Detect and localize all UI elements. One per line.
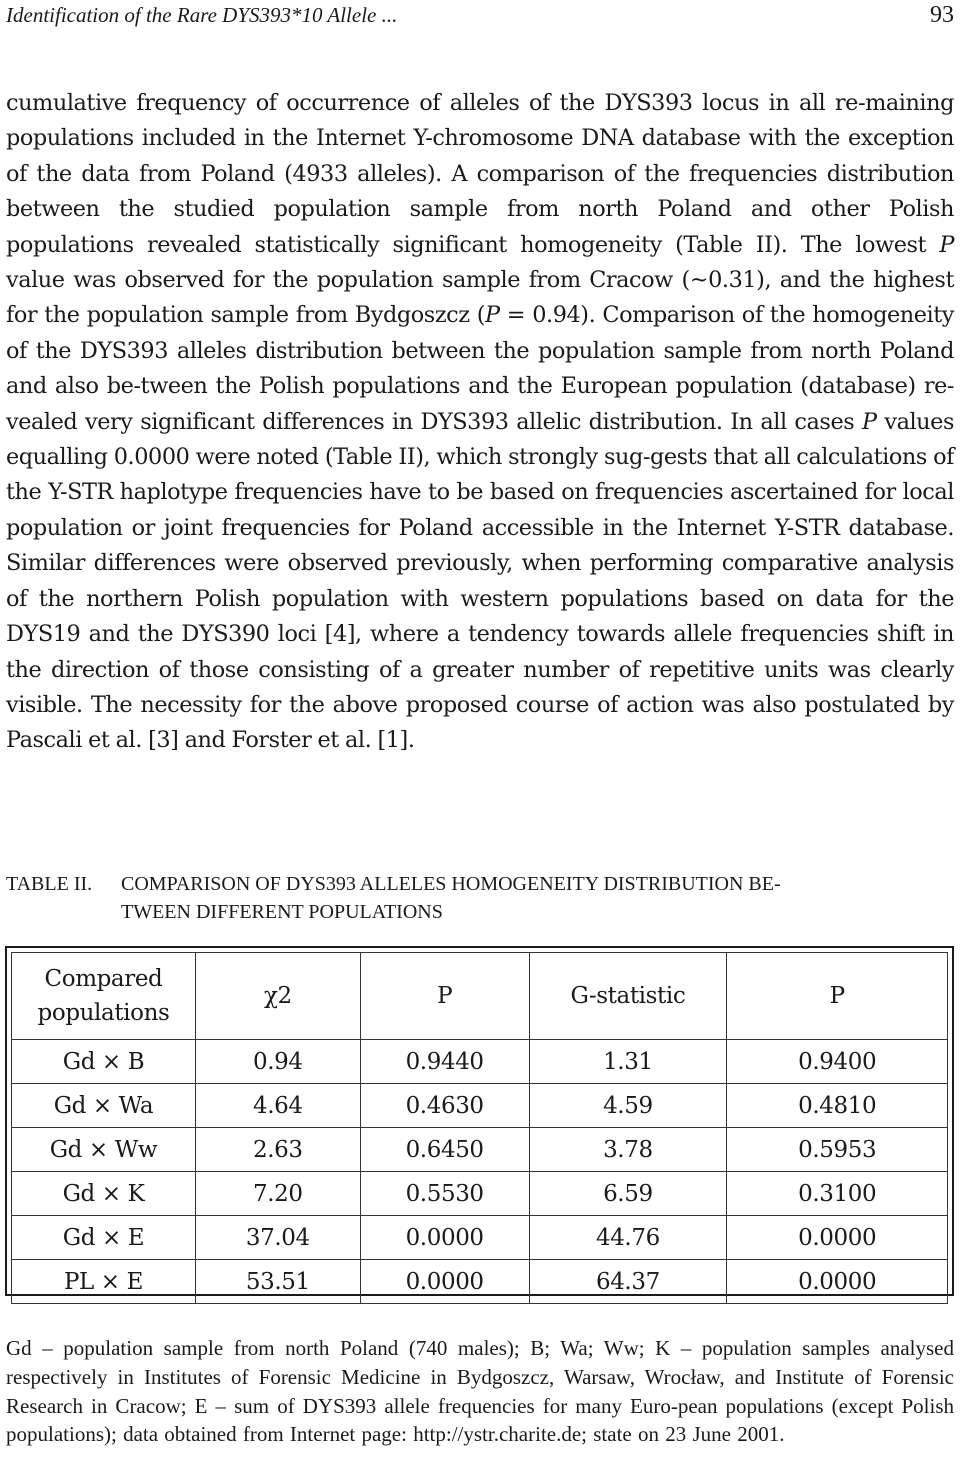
- col-header-compared-populations: Compared populations: [12, 953, 196, 1040]
- cell-populations: Gd × K: [12, 1172, 196, 1216]
- comparison-table: [11, 952, 948, 1304]
- col-header-g-statistic: G-statistic: [529, 953, 727, 1040]
- cell-chi2: 37.04: [195, 1216, 360, 1260]
- cell-p: 0.0000: [360, 1216, 529, 1260]
- cell-p-g: 0.3100: [727, 1172, 948, 1216]
- table-caption-line-2: TWEEN DIFFERENT POPULATIONS: [121, 901, 443, 923]
- cell-g-statistic: 1.31: [529, 1040, 727, 1084]
- cell-g-statistic: 64.37: [529, 1260, 727, 1304]
- cell-populations: Gd × E: [12, 1216, 196, 1260]
- page-number: 93: [930, 2, 954, 28]
- p-symbol: P: [485, 302, 500, 329]
- table-row: [12, 1128, 948, 1172]
- cell-populations: Gd × Ww: [12, 1128, 196, 1172]
- col-header-p: P: [360, 953, 529, 1040]
- body-segment-2: value was observed for the population sample from Cracow (~0.31), and the highest for the population sample from Bydgoszcz (: [6, 267, 954, 329]
- table-header-row: [12, 953, 948, 1040]
- col-header-chi2: χ2: [195, 953, 360, 1040]
- running-title: Identification of the Rare DYS393*10 Allele ...: [6, 3, 398, 27]
- cell-chi2: 53.51: [195, 1260, 360, 1304]
- cell-p: 0.6450: [360, 1128, 529, 1172]
- cell-p: 0.9440: [360, 1040, 529, 1084]
- cell-p-g: 0.0000: [727, 1260, 948, 1304]
- cell-populations: PL × E: [12, 1260, 196, 1304]
- cell-p: 0.4630: [360, 1084, 529, 1128]
- table-row: [12, 1084, 948, 1128]
- cell-p-g: 0.9400: [727, 1040, 948, 1084]
- cell-g-statistic: 6.59: [529, 1172, 727, 1216]
- cell-p: 0.0000: [360, 1260, 529, 1304]
- cell-g-statistic: 3.78: [529, 1128, 727, 1172]
- cell-chi2: 4.64: [195, 1084, 360, 1128]
- cell-populations: Gd × Wa: [12, 1084, 196, 1128]
- table-row: [12, 1216, 948, 1260]
- body-text: [6, 86, 954, 759]
- table-caption-line-1: COMPARISON OF DYS393 ALLELES HOMOGENEITY DISTRIBUTION BE-: [121, 873, 781, 895]
- cell-p-g: 0.5953: [727, 1128, 948, 1172]
- table-row: [12, 1172, 948, 1216]
- table-row: [12, 1040, 948, 1084]
- p-symbol: P: [939, 231, 954, 258]
- cell-p-g: 0.4810: [727, 1084, 948, 1128]
- body-segment-3: = 0.94). Comparison of the homogeneity of the DYS393 alleles distribution between the population sample from north Poland and also be-tween the Polish populations and the European population (database) re-vealed very significant differences in DYS393 allelic distribution. In all cases: [6, 302, 954, 435]
- table-caption: [6, 870, 954, 926]
- table-label: TABLE II.: [6, 873, 93, 895]
- table-footnote: Gd – population sample from north Poland (740 males); B; Wa; Ww; K – population samples analysed respectively in Institutes of Forensic Medicine in Bydgoszcz, Warsaw, Wrocław, and Institute of Forensic Research in Cracow; E – sum of DYS393 allele frequencies for many Euro-pean populations (except Polish populations); data obtained from Internet page: http://ystr.charite.de; state on 23 June 2001.: [6, 1336, 954, 1447]
- cell-p: 0.5530: [360, 1172, 529, 1216]
- p-symbol: P: [862, 408, 877, 435]
- body-segment-4: values equalling 0.0000 were noted (Table II), which strongly sug-gests that all calculations of the Y-STR haplotype frequencies have to be based on frequencies ascertained for local population or joint frequencies for Poland accessible in the Internet Y-STR database. Similar differences were observed previously, when performing comparative analysis of the northern Polish population with western populations based on data for the DYS19 and the DYS390 loci [4], where a tendency towards allele frequencies shift in the direction of those consisting of a greater number of repetitive units was clearly visible. The necessity for the above proposed course of action was also postulated by Pascali et al. [3] and Forster et al. [1].: [6, 408, 954, 754]
- table-frame: [5, 946, 954, 1296]
- table-row: [12, 1260, 948, 1304]
- body-segment-1: cumulative frequency of occurrence of alleles of the DYS393 locus in all re-maining populations included in the Internet Y-chromosome DNA database with the exception of the data from Poland (4933 alleles). A comparison of the frequencies distribution between the studied population sample from north Poland and other Polish populations revealed statistically significant homogeneity (Table II). The lowest: [6, 90, 954, 258]
- cell-chi2: 7.20: [195, 1172, 360, 1216]
- cell-chi2: 2.63: [195, 1128, 360, 1172]
- running-header: [6, 2, 954, 32]
- cell-populations: Gd × B: [12, 1040, 196, 1084]
- cell-g-statistic: 4.59: [529, 1084, 727, 1128]
- cell-g-statistic: 44.76: [529, 1216, 727, 1260]
- cell-p-g: 0.0000: [727, 1216, 948, 1260]
- cell-chi2: 0.94: [195, 1040, 360, 1084]
- col-header-p-g: P: [727, 953, 948, 1040]
- body-paragraph: [6, 86, 954, 759]
